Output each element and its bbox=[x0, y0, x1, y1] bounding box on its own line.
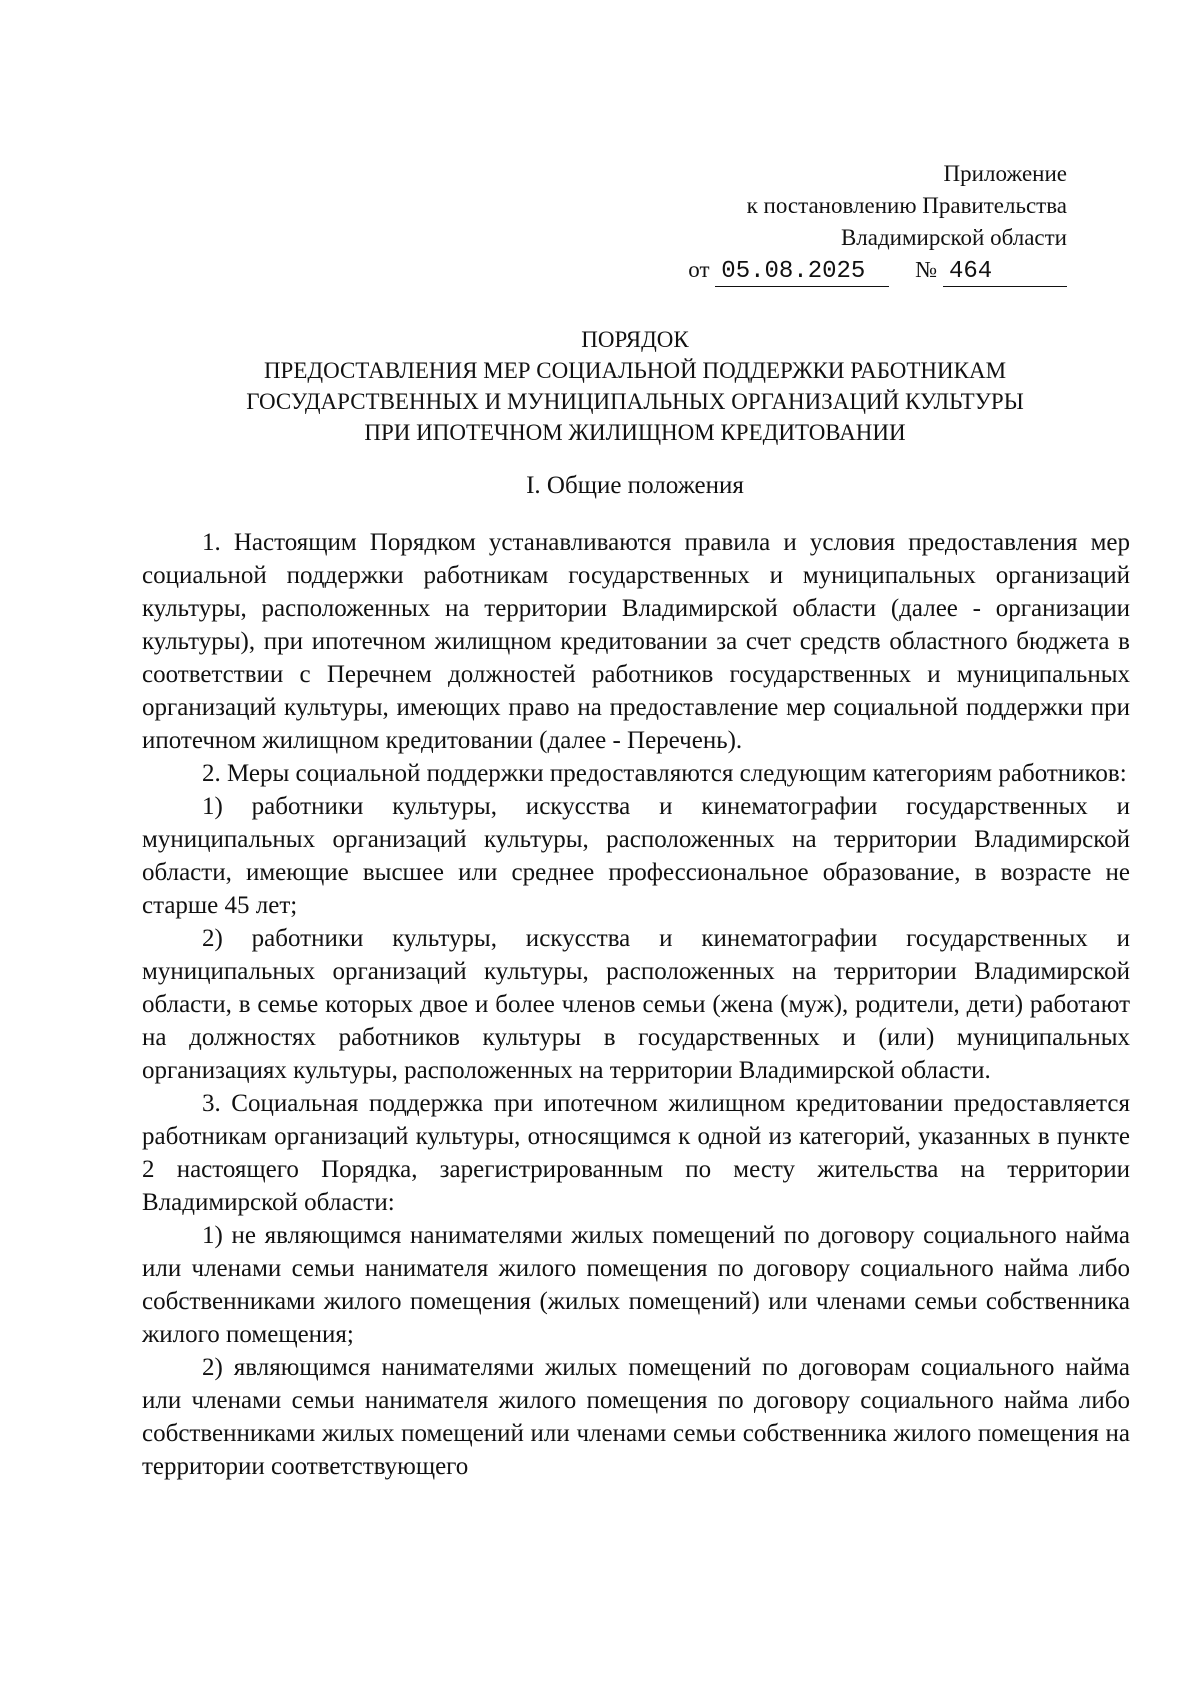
title-line-4: ПРИ ИПОТЕЧНОМ ЖИЛИЩНОМ КРЕДИТОВАНИИ bbox=[364, 420, 906, 445]
date-prefix: от bbox=[688, 257, 710, 282]
paragraph-1: 1. Настоящим Порядком устанавливаются правила и условия предоставления мер социальной поддержки работникам государственных и муниципальных организаций культуры, расположенных на территории Владимирской области (далее - организации культуры), при ипотечном жилищном кредитовании за счет средств областного бюджета в соответствии с Перечнем должностей работников государственных и муниципальных организаций культуры, имеющих право на предоставление мер социальной поддержки при ипотечном жилищном кредитовании (далее - Перечень). bbox=[142, 529, 1130, 754]
section-heading: I. Общие положения bbox=[526, 472, 744, 499]
paragraph-2-item-1: 1) работники культуры, искусства и кинематографии государственных и муниципальных организаций культуры, расположенных на территории Владимирской области, имеющие высшее или среднее профессиональное образование, в возрасте не старше 45 лет; bbox=[142, 793, 1130, 919]
paragraph-3-item-2: 2) являющимся нанимателями жилых помещений по договорам социального найма или членами семьи нанимателя жилого помещения по договору социального найма либо собственниками жилых помещений или членами семьи собственника жилого помещения на территории соответствующего bbox=[142, 1354, 1130, 1480]
paragraph-2: 2. Меры социальной поддержки предоставляются следующим категориям работников: bbox=[202, 760, 1127, 787]
document-title bbox=[140, 324, 1130, 448]
appendix-resolution: к постановлению Правительства bbox=[746, 193, 1067, 218]
appendix-label: Приложение bbox=[943, 161, 1067, 186]
document-body bbox=[142, 526, 1130, 1483]
paragraph-2-item-2: 2) работники культуры, искусства и кинематографии государственных и муниципальных организаций культуры, расположенных на территории Владимирской области, в семье которых двое и более членов семьи (жена (муж), родители, дети) работают на должностях работников культуры в государственных и (или) муниципальных организациях культуры, расположенных на территории Владимирской области. bbox=[142, 925, 1130, 1084]
title-line-1: ПОРЯДОК bbox=[581, 327, 689, 352]
title-line-3: ГОСУДАРСТВЕННЫХ И МУНИЦИПАЛЬНЫХ ОРГАНИЗАЦИЙ КУЛЬТУРЫ bbox=[246, 389, 1024, 414]
paragraph-3-item-1: 1) не являющимся нанимателями жилых помещений по договору социального найма или членами семьи нанимателя жилого помещения по договору социального найма либо собственниками жилого помещения (жилых помещений) или членами семьи собственника жилого помещения; bbox=[142, 1222, 1130, 1348]
number-prefix: № bbox=[915, 257, 938, 282]
paragraph-3: 3. Социальная поддержка при ипотечном жилищном кредитовании предоставляется работникам организаций культуры, относящимся к одной из категорий, указанных в пункте 2 настоящего Порядка, зарегистрированным по месту жительства на территории Владимирской области: bbox=[142, 1090, 1130, 1216]
appendix-header bbox=[688, 158, 1067, 287]
appendix-date-number bbox=[688, 254, 1067, 287]
resolution-date: 05.08.2025 bbox=[715, 258, 889, 287]
title-line-2: ПРЕДОСТАВЛЕНИЯ МЕР СОЦИАЛЬНОЙ ПОДДЕРЖКИ РАБОТНИКАМ bbox=[263, 358, 1007, 383]
appendix-region: Владимирской области bbox=[840, 225, 1067, 250]
resolution-number: 464 bbox=[943, 258, 1067, 287]
